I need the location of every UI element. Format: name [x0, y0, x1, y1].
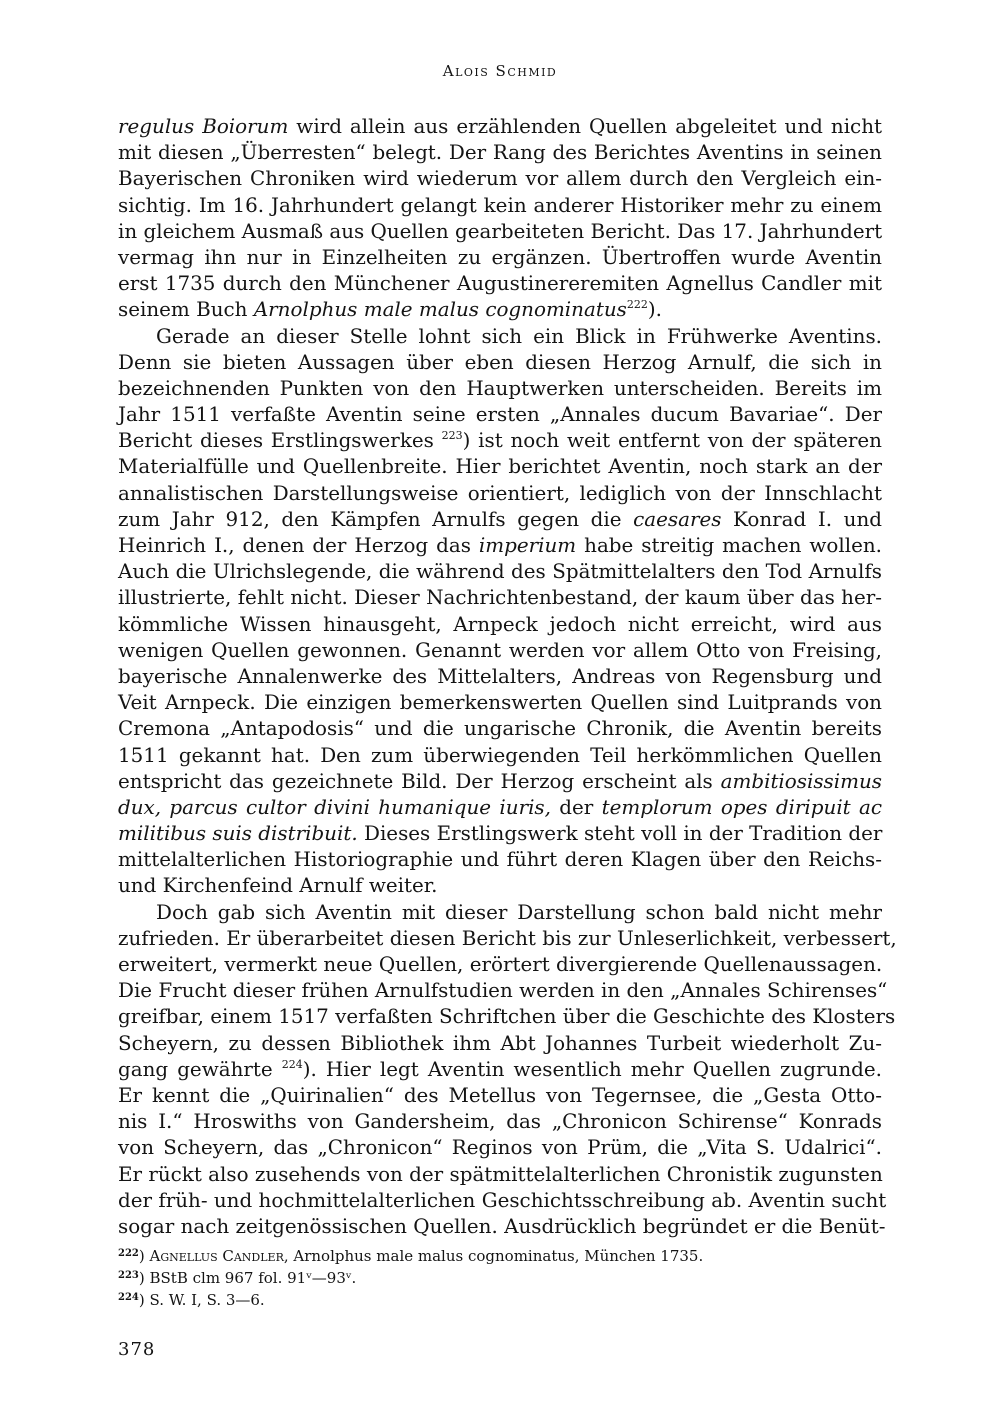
italic-text: regulus Boiorum	[118, 115, 289, 138]
text-run: Heinrich I., denen der Herzog das	[118, 534, 479, 557]
text-line	[118, 1057, 882, 1083]
text-run: Die Frucht dieser frühen Arnulfstudien werden in den „Annales Schirenses“	[118, 979, 888, 1003]
text-run: zufrieden. Er überarbeitet diesen Bericht bis zur Unleserlichkeit, verbessert,	[118, 926, 897, 950]
text-line	[118, 585, 882, 611]
footnote-number: 224	[118, 1292, 139, 1303]
footnote-text: S. W. I, S. 3—6.	[144, 1291, 265, 1309]
text-line	[118, 926, 897, 952]
text-run: gang gewährte	[118, 1057, 282, 1081]
text-line	[118, 1109, 882, 1135]
text-line	[118, 1214, 886, 1240]
text-run: annalistischen Darstellungsweise orientiert, lediglich von der Innschlacht	[118, 481, 882, 505]
text-line	[118, 664, 882, 690]
text-line	[118, 743, 882, 769]
text-line	[118, 428, 882, 454]
text-run: greifbar, einem 1517 verfaßten Schriftchen über die Geschichte des Klosters	[118, 1005, 896, 1029]
text-run: Bayerischen Chroniken wird wiederum vor allem durch den Vergleich ein-	[118, 167, 882, 191]
footnote-ref: 224	[281, 1057, 303, 1071]
footnote-text: BStB clm 967 fol. 91ᵛ—93ᵛ.	[144, 1269, 357, 1287]
text-run: der	[550, 795, 602, 819]
text-line	[118, 271, 882, 297]
text-line	[118, 1162, 882, 1188]
text-run: Scheyern, zu dessen Bibliothek ihm Abt Johannes Turbeit wiederholt Zu-	[118, 1031, 882, 1055]
text-run: mittelalterlichen Historiographie und führt deren Klagen über den Reichs-	[118, 848, 882, 872]
text-line	[118, 795, 882, 821]
footnote: $^{223}$) BStB clm 967 fol. 91ᵛ—93ᵛ.	[118, 1269, 357, 1287]
text-run: sichtig. Im 16. Jahrhundert gelangt kein anderer Historiker mehr zu einem	[118, 193, 882, 217]
text-line	[118, 166, 882, 192]
text-line	[118, 140, 882, 166]
text-line	[118, 559, 882, 585]
italic-text: templorum opes diripuit ac	[601, 795, 882, 819]
text-run: Veit Arnpeck. Die einzigen bemerkenswerten Quellen sind Luitprands von	[118, 691, 882, 715]
text-run: von Scheyern, das „Chronicon“ Reginos von Prüm, die „Vita S. Udalrici“.	[118, 1136, 882, 1160]
text-line	[118, 350, 882, 376]
text-run: Bericht dieses Erstlingswerkes	[118, 429, 442, 453]
text-line	[118, 1083, 882, 1109]
text-run: vermag ihn nur in Einzelheiten zu ergänzen. Übertroffen wurde Aventin	[118, 245, 882, 269]
text-run: der früh- und hochmittelalterlichen Geschichtsschreibung ab. Aventin sucht	[118, 1188, 887, 1212]
text-run: in gleichem Ausmaß aus Quellen gearbeiteten Bericht. Das 17. Jahrhundert	[118, 219, 883, 243]
text-line	[118, 900, 882, 926]
text-line	[118, 324, 882, 350]
text-line	[118, 507, 882, 533]
text-run: Jahr 1511 verfaßte Aventin seine ersten „Annales ducum Bavariae“. Der	[118, 403, 882, 427]
text-run: ). Hier legt Aventin wesentlich mehr Quellen zugrunde.	[302, 1057, 882, 1081]
italic-text: dux, parcus cultor divini humanique iuris,	[118, 795, 551, 819]
text-line	[118, 638, 882, 664]
footnote-author: Agnellus Candler	[149, 1247, 284, 1265]
text-line	[118, 481, 882, 507]
text-line	[118, 402, 882, 428]
text-run: bezeichnenden Punkten von den Hauptwerken unterscheiden. Bereits im	[118, 376, 882, 400]
text-line	[118, 376, 882, 402]
text-line	[118, 821, 882, 847]
text-run: mit diesen „Überresten“ belegt. Der Rang des Berichtes Aventins in seinen	[118, 141, 882, 165]
text-line	[118, 847, 882, 873]
text-run: Materialfülle und Quellenbreite. Hier berichtet Aventin, noch stark an der	[118, 455, 882, 479]
footnote-text: , Arnolphus male malus cognominatus, München 1735.	[283, 1247, 704, 1265]
text-line	[118, 114, 882, 140]
text-line	[118, 1188, 887, 1214]
italic-text: caesares	[633, 507, 722, 531]
text-run: illustrierte, fehlt nicht. Dieser Nachrichtenbestand, der kaum über das her-	[118, 586, 882, 610]
text-run: Doch gab sich Aventin mit dieser Darstellung schon bald nicht mehr	[156, 900, 882, 924]
text-run: Konrad I. und	[721, 507, 882, 531]
text-line	[118, 297, 882, 323]
text-run: kömmliche Wissen hinausgeht, Arnpeck jedoch nicht erreicht, wird aus	[118, 612, 882, 636]
text-run: erst 1735 durch den Münchener Augustinereremiten Agnellus Candler mit	[118, 272, 882, 296]
text-run: 1511 gekannt hat. Den zum überwiegenden Teil herkömmlichen Quellen	[118, 743, 882, 767]
body-text	[118, 114, 897, 1240]
text-run: Dieses Erstlingswerk steht voll in der Tradition der	[357, 822, 883, 846]
text-line	[118, 769, 882, 795]
footnotes	[118, 1244, 882, 1310]
text-run: wird allein aus erzählenden Quellen abgeleitet und nicht	[288, 115, 882, 138]
text-run: bayerische Annalenwerke des Mittelalters, Andreas von Regensburg und	[118, 664, 882, 688]
footnote: $^{222}$) Agnellus Candler, Arnolphus male malus cognominatus, München 1735.	[118, 1247, 704, 1265]
text-line	[118, 1004, 896, 1030]
text-line	[118, 612, 882, 638]
text-run: sogar nach zeitgenössischen Quellen. Ausdrücklich begründet er die Benüt-	[118, 1214, 886, 1238]
text-line	[118, 1135, 882, 1161]
text-run: Er kennt die „Quirinalien“ des Metellus von Tegernsee, die „Gesta Otto-	[118, 1083, 882, 1107]
text-line	[118, 245, 882, 271]
text-line	[118, 454, 882, 480]
text-run: ).	[647, 298, 662, 322]
text-run: habe streitig machen wollen.	[576, 534, 882, 557]
text-run: nis I.“ Hroswiths von Gandersheim, das „Chronicon Schirense“ Konrads	[118, 1110, 882, 1134]
text-run: ) ist noch weit entfernt von der späteren	[462, 429, 882, 453]
footnote: $^{224}$) S. W. I, S. 3—6.	[118, 1291, 265, 1309]
footnote-ref: 222	[626, 298, 648, 312]
text-run: Er rückt also zusehends von der spätmittelalterlichen Chronistik zugunsten	[118, 1162, 883, 1186]
text-run: zum Jahr 912, den Kämpfen Arnulfs gegen die	[118, 507, 634, 531]
text-line	[118, 219, 882, 245]
text-run: und Kirchenfeind Arnulf weiter.	[118, 874, 438, 898]
text-line	[118, 978, 888, 1004]
text-line	[118, 193, 882, 219]
italic-text: ambitiosissimus	[720, 769, 882, 793]
text-line	[118, 952, 882, 978]
running-head: Alois Schmid	[442, 62, 558, 80]
page-number: 378	[118, 1339, 156, 1360]
text-run: Gerade an dieser Stelle lohnt sich ein Blick in Frühwerke Aventins.	[156, 324, 882, 348]
text-run: Denn sie bieten Aussagen über eben diesen Herzog Arnulf, die sich in	[118, 350, 882, 374]
text-run: Cremona „Antapodosis“ und die ungarische Chronik, die Aventin bereits	[118, 717, 882, 741]
text-run: wenigen Quellen gewonnen. Genannt werden vor allem Otto von Freising,	[118, 638, 882, 662]
footnote-ref: 223	[441, 429, 463, 443]
italic-text: imperium	[478, 534, 577, 557]
text-run: seinem Buch	[118, 298, 254, 322]
footnote-number: 223	[118, 1270, 139, 1281]
italic-text: militibus suis distribuit.	[118, 822, 358, 846]
footnote-number: 222	[118, 1248, 139, 1259]
text-run: erweitert, vermerkt neue Quellen, erörtert divergierende Quellenaussagen.	[118, 953, 883, 976]
text-run: Auch die Ulrichslegende, die während des Spätmittelalters den Tod Arnulfs	[118, 560, 882, 584]
text-line	[118, 873, 882, 899]
italic-text: Arnolphus male malus cognominatus	[253, 298, 627, 322]
text-line	[118, 533, 882, 559]
text-line	[118, 1031, 882, 1057]
text-line	[118, 690, 882, 716]
text-line	[118, 716, 882, 742]
text-run: entspricht das gezeichnete Bild. Der Herzog erscheint als	[118, 769, 721, 793]
